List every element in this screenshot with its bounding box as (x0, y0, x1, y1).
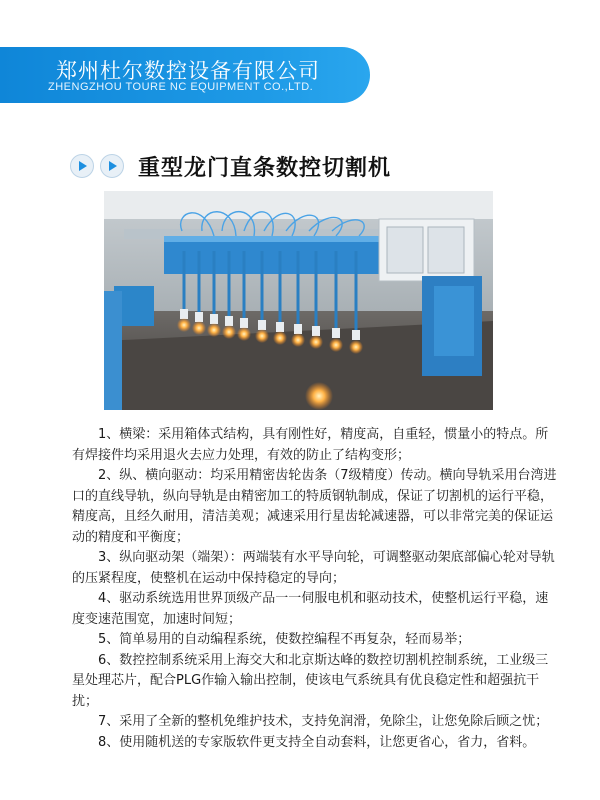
feature-description (72, 425, 558, 753)
feature-item-1: 1、横梁：采用箱体式结构，具有刚性好，精度高，自重轻，惯量小的特点。所有焊接件均采用退火去应力处理，有效的防止了结构变形； (72, 427, 549, 463)
product-title-row (70, 150, 391, 182)
product-photo (104, 191, 493, 410)
play-arrow-icon (70, 154, 94, 178)
feature-item-2: 2、纵、横向驱动：均采用精密齿轮齿条（7级精度）传动。横向导轨采用台湾进口的直线导轨，纵向导轨是由精密加工的特质钢轨制成，保证了切割机的运行平稳，精度高，且经久耐用，清洁美观；减速采用行星齿轮减速器，可以非常完美的保证运动的精度和平衡度； (72, 468, 557, 545)
feature-item-5: 5、简单易用的自动编程系统，使数控编程不再复杂，轻而易举； (98, 632, 471, 647)
feature-item-6: 6、数控控制系统采用上海交大和北京斯达峰的数控切割机控制系统，工业级三星处理芯片，配合PLG作输入输出控制，使该电气系统具有优良稳定性和超强抗干扰； (72, 652, 549, 709)
feature-item-7: 7、采用了全新的整机免维护技术，支持免润滑，免除尘，让您免除后顾之忧； (98, 714, 549, 729)
play-arrow-icon (100, 154, 124, 178)
company-name-cn: 郑州杜尔数控设备有限公司 (56, 59, 320, 83)
feature-item-3: 3、纵向驱动架（端架）：两端装有水平导向轮，可调整驱动架底部偏心轮对导轨的压紧程度，使整机在运动中保持稳定的导向； (72, 550, 555, 586)
feature-item-4: 4、驱动系统选用世界顶级产品一一伺服电机和驱动技术，使整机运行平稳，速度变速范围宽，加速时间短； (72, 591, 549, 627)
feature-item-8: 8、使用随机送的专家版软件更支持全自动套料，让您更省心，省力，省料。 (98, 734, 536, 750)
company-name-en: ZHENGZHOU TOURE NC EQUIPMENT CO.,LTD. (48, 81, 314, 93)
product-title: 重型龙门直条数控切割机 (138, 155, 392, 181)
company-header-banner (0, 47, 370, 103)
